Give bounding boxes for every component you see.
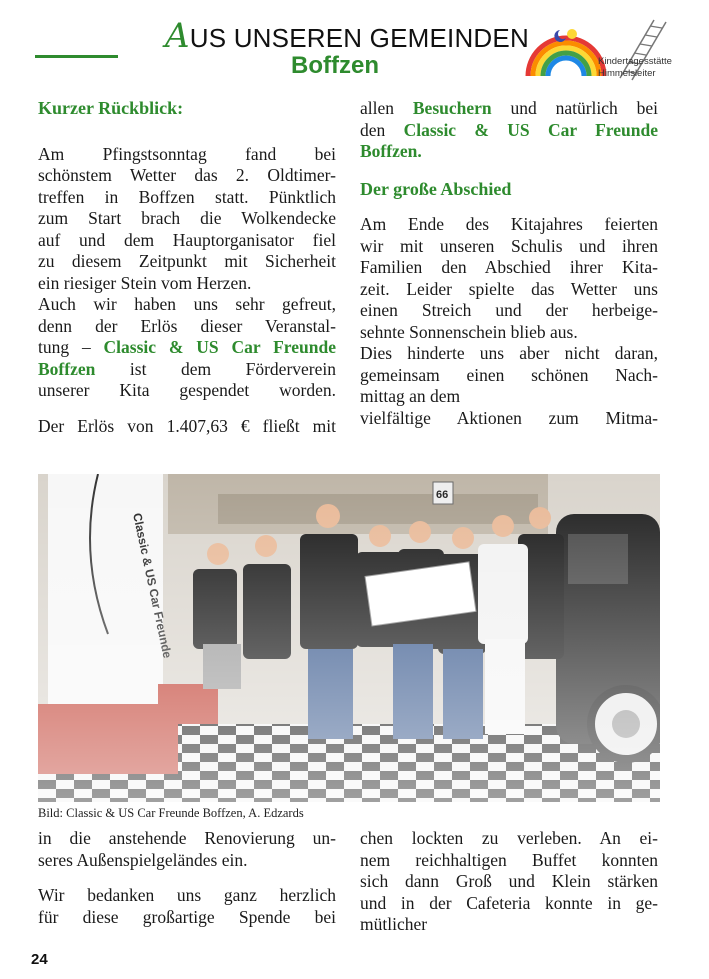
left-column-bottom	[38, 828, 336, 928]
text-span: allen	[360, 98, 413, 118]
text-line: ein riesiger Stein vom Herzen.	[38, 272, 252, 293]
section-heading-abschied: Der große Abschied	[360, 178, 512, 199]
text-line: mütlicher	[360, 914, 428, 934]
text-line: sehnte Sonnenschein blieb aus.	[360, 321, 578, 342]
club-name: Classic & US Car Freunde	[103, 337, 336, 357]
text-line: Der Erlös von 1.407,63 € fließt mit	[38, 415, 336, 436]
text-line	[360, 141, 658, 163]
text-line: zeit. Leider spielte das Wetter uns	[360, 278, 658, 299]
group-photo	[38, 474, 660, 802]
text-line: gemeinsam einen schönen Nach-	[360, 364, 658, 385]
text-line: und in der Cafeteria konnte in ge-	[360, 892, 658, 913]
text-span: tung –	[38, 337, 104, 357]
text-line: mittag an dem	[360, 386, 461, 406]
text-line: chen lockten zu verleben. An ei-	[360, 828, 658, 848]
club-name: Boffzen.	[360, 141, 422, 161]
text-line: unserer Kita gespendet worden.	[38, 380, 336, 400]
text-line: Dies hinderte uns aber nicht daran,	[360, 343, 658, 363]
text-line: Am Pfingstsonntag fand bei	[38, 143, 336, 164]
title-rest: US UNSEREN GEMEINDEN	[189, 23, 529, 53]
text-line	[360, 98, 658, 120]
text-line: für diese großartige Spende bei	[38, 906, 336, 927]
header-rule	[35, 55, 118, 58]
title-initial: A	[165, 16, 190, 56]
club-name: Boffzen	[38, 358, 96, 379]
text-line: denn der Erlös dieser Veranstal-	[38, 315, 336, 336]
text-line: Auch wir haben uns sehr gefreut,	[38, 294, 336, 314]
visitors-word: Besuchern	[412, 98, 492, 118]
text-span: ist dem Förderverein	[95, 358, 336, 379]
club-name: Classic & US Car Freunde	[403, 119, 658, 140]
right-column-top	[360, 98, 658, 429]
text-line: wir mit unseren Schulis und ihren	[360, 235, 658, 256]
photo-illustration	[38, 474, 660, 802]
logo-line-2: Himmelsleiter	[598, 68, 656, 79]
text-line: zum Start brach die Wolkendecke	[38, 208, 336, 228]
text-span: den	[360, 119, 404, 140]
text-line: Familien den Abschied ihrer Kita-	[360, 257, 658, 277]
right-column-bottom	[360, 828, 658, 936]
left-column-top	[38, 98, 336, 437]
logo-line-1: Kindertagesstätte	[598, 56, 672, 67]
text-line: schönstem Wetter das 2. Oldtimer-	[38, 165, 336, 185]
section-heading-rueckblick: Kurzer Rückblick:	[38, 98, 184, 118]
town-subtitle: Boffzen	[291, 52, 379, 79]
text-line: in die anstehende Renovierung un-	[38, 828, 336, 848]
kita-logo	[520, 18, 670, 90]
rainbow-ladder-icon	[520, 18, 670, 90]
text-line: auf und dem Hauptorganisator fiel	[38, 229, 336, 250]
text-line: seres Außenspielgeländes ein.	[38, 849, 248, 870]
section-title	[165, 16, 529, 56]
text-line	[38, 337, 336, 359]
text-line: sich dann Groß und Klein stärken	[360, 871, 658, 891]
text-line	[360, 120, 658, 142]
text-line: einen Streich und der herbeige-	[360, 300, 658, 320]
text-line: Wir bedanken uns ganz herzlich	[38, 885, 336, 905]
text-line: nem reichhaltigen Buffet konnten	[360, 849, 658, 870]
text-line: treffen in Boffzen statt. Pünktlich	[38, 186, 336, 207]
text-line	[38, 359, 336, 381]
page-heading	[165, 16, 529, 80]
text-line: vielfältige Aktionen zum Mitma-	[360, 407, 658, 428]
text-line: Am Ende des Kitajahres feierten	[360, 214, 658, 234]
page-number: 24	[31, 951, 48, 968]
text-span: und natürlich bei	[491, 98, 659, 118]
photo-caption: Bild: Classic & US Car Freunde Boffzen, A. Edzards	[38, 806, 304, 820]
text-line: zu diesem Zeitpunkt mit Sicherheit	[38, 251, 336, 271]
